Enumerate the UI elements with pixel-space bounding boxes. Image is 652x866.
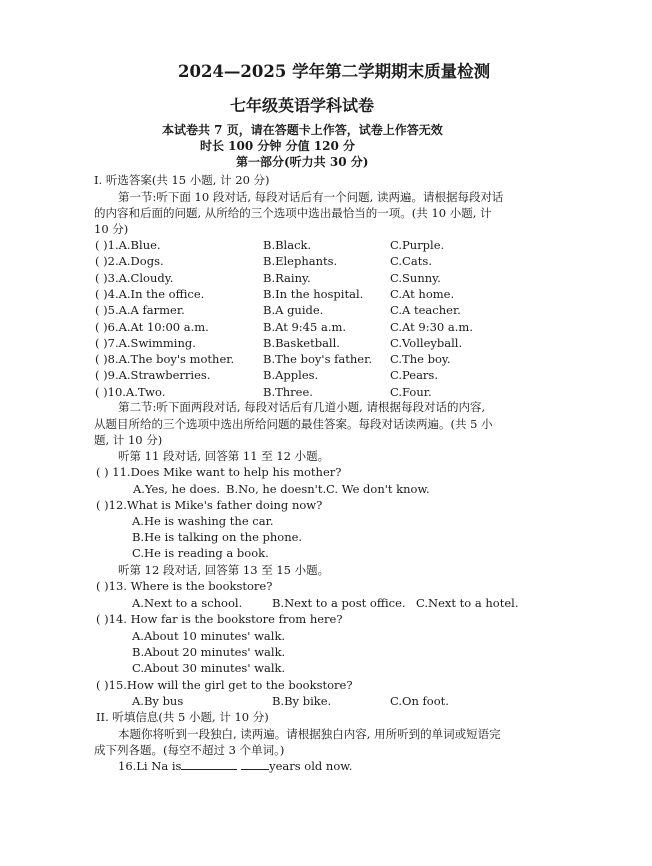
question-13: ( )13. Where is the bookstore?	[96, 579, 273, 593]
question-10: ( )10.A.Two.	[95, 384, 166, 399]
instruction-line: 第二节:听下面两段对话, 每段对话后有几道小题, 请根据每段对话的内容,	[118, 400, 486, 414]
option-b: B.Next to a post office.	[272, 596, 406, 610]
option-a: A.By bus	[132, 694, 184, 708]
option-b: B.Apples.	[263, 368, 319, 383]
section1-heading: I. 听选答案(共 15 小题, 计 20 分)	[94, 173, 270, 187]
option-c: C.Purple.	[390, 238, 445, 252]
option-b: B.Rainy.	[263, 270, 311, 285]
part-heading: 第一部分(听力共 30 分)	[236, 155, 369, 169]
question-8: ( )8.A.The boy's mother.	[95, 352, 235, 367]
option-b: B.Three.	[263, 384, 313, 399]
question-11: ( ) 11.Does Mike want to help his mother?	[96, 465, 342, 479]
option-b: B.About 20 minutes' walk.	[132, 645, 286, 659]
option-b: B.A guide.	[263, 303, 324, 318]
option-b: B.At 9:45 a.m.	[263, 319, 347, 334]
instruction-line: 题, 计 10 分)	[94, 433, 163, 447]
option-a: A.Next to a school.	[132, 596, 243, 610]
instruction-line: 10 分)	[94, 222, 129, 236]
question-9: ( )9.A.Strawberries.	[95, 368, 211, 383]
time-score: 时长 100 分钟 分值 120 分	[200, 139, 355, 153]
option-c: C.About 30 minutes' walk.	[132, 661, 286, 675]
option-a: A.He is washing the car.	[132, 514, 274, 528]
option-c: C.On foot.	[390, 694, 449, 708]
question-6: ( )6.A.At 10:00 a.m.	[95, 319, 209, 334]
option-c: C.Pears.	[390, 368, 438, 383]
dialog-instruction: 听第 11 段对话, 回答第 11 至 12 小题。	[118, 449, 330, 463]
answer-blank	[181, 759, 237, 770]
option-c: C.He is reading a book.	[132, 546, 269, 560]
option-c: C.At 9:30 a.m.	[390, 319, 473, 334]
question-5: ( )5.A.A farmer.	[95, 303, 185, 318]
option-c: C.At home.	[390, 286, 455, 301]
question-4: ( )4.A.In the office.	[95, 286, 205, 301]
question-2: ( )2.A.Dogs.	[95, 254, 164, 269]
instruction-line: 从题目所给的三个选项中选出所给问题的最佳答案。每段对话读两遍。(共 5 小	[94, 417, 493, 431]
exam-subtitle: 七年级英语学科试卷	[230, 96, 375, 115]
answer-blank	[241, 759, 269, 770]
instruction-line: 成下列各题。(每空不超过 3 个单词。)	[94, 743, 285, 757]
option-a: A.Yes, he does.	[133, 482, 221, 496]
option-c: C.The boy.	[390, 352, 451, 367]
option-c: C.Sunny.	[390, 270, 441, 285]
option-b: B.Elephants.	[263, 254, 338, 269]
instruction-line: 本题你将听到一段独白, 读两遍。请根据独白内容, 用所听到的单词或短语完	[118, 727, 501, 741]
q16-prefix: 16.Li Na is	[118, 759, 182, 773]
question-12: ( )12.What is Mike's father doing now?	[96, 498, 323, 512]
option-b: B.No, he doesn't.	[226, 482, 327, 496]
option-c: C.Volleyball.	[390, 335, 463, 350]
option-b: B.The boy's father.	[263, 352, 372, 367]
question-3: ( )3.A.Cloudy.	[95, 270, 174, 285]
option-b: B.Basketball.	[263, 335, 340, 350]
exam-note: 本试卷共 7 页，请在答题卡上作答，试卷上作答无效	[162, 123, 443, 137]
option-c: C.A teacher.	[390, 303, 461, 318]
option-c: C. We don't know.	[326, 482, 430, 496]
q16-suffix: years old now.	[269, 759, 353, 773]
question-1: ( )1.A.Blue.	[95, 238, 161, 252]
question-14: ( )14. How far is the bookstore from here?	[96, 612, 343, 626]
option-c: C.Cats.	[390, 254, 432, 269]
instruction-line: 的内容和后面的问题, 从所给的三个选项中选出最恰当的一项。(共 10 小题, 计	[94, 206, 492, 220]
instruction-line: 第一节:听下面 10 段对话, 每段对话后有一个问题, 读两遍。请根据每段对话	[118, 190, 504, 204]
question-7: ( )7.A.Swimming.	[95, 335, 196, 350]
option-b: B.Black.	[263, 238, 312, 252]
option-a: A.About 10 minutes' walk.	[132, 629, 286, 643]
option-b: B.He is talking on the phone.	[132, 530, 303, 544]
option-b: B.In the hospital.	[263, 286, 364, 301]
dialog-instruction: 听第 12 段对话, 回答第 13 至 15 小题。	[118, 563, 330, 577]
option-c: C.Next to a hotel.	[416, 596, 519, 610]
option-c: C.Four.	[390, 384, 432, 399]
section2-heading: II. 听填信息(共 5 小题, 计 10 分)	[96, 710, 269, 724]
question-16	[118, 759, 352, 773]
option-b: B.By bike.	[272, 694, 332, 708]
exam-title: 2024—2025 学年第二学期期末质量检测	[178, 62, 491, 81]
question-15: ( )15.How will the girl get to the bookstore?	[96, 678, 353, 692]
